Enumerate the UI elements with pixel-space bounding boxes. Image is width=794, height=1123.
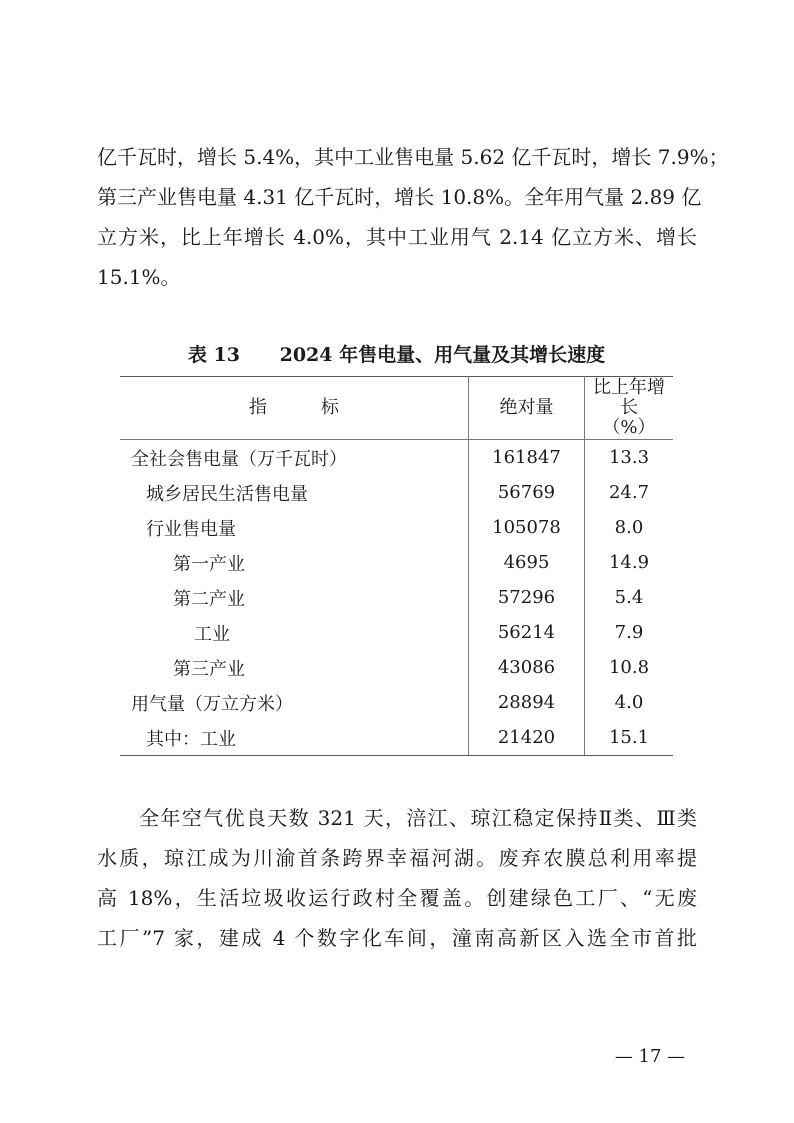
row-growth: 5.4 bbox=[614, 587, 644, 608]
row-name: 用气量（万立方米） bbox=[120, 685, 469, 720]
row-name: 全社会售电量（万千瓦时） bbox=[120, 440, 469, 476]
row-value: 43086 bbox=[469, 650, 585, 685]
text-line: 立方米，比上年增长 4.0%，其中工业用气 2.14 亿立方米、增长 bbox=[97, 225, 697, 249]
row-name: 工业 bbox=[120, 615, 469, 650]
header-indicator: 指 标 bbox=[120, 377, 469, 440]
row-name: 行业售电量 bbox=[120, 510, 469, 545]
row-growth: 10.8 bbox=[608, 657, 650, 678]
row-growth: 24.7 bbox=[608, 482, 650, 503]
table-row bbox=[120, 650, 673, 685]
row-name: 第三产业 bbox=[120, 650, 469, 685]
text-line: 水质，琼江成为川渝首条跨界幸福河湖。废弃农膜总利用率提 bbox=[97, 846, 697, 870]
row-growth: 4.0 bbox=[614, 692, 644, 713]
row-growth: 13.3 bbox=[608, 447, 650, 468]
table-row bbox=[120, 510, 673, 545]
table-row bbox=[120, 545, 673, 580]
row-growth: 14.9 bbox=[608, 552, 650, 573]
table-title: 表 13 2024 年售电量、用气量及其增长速度 bbox=[187, 344, 606, 366]
row-growth: 15.1 bbox=[585, 720, 674, 756]
header-absolute: 绝对量 bbox=[469, 377, 585, 440]
row-value: 56214 bbox=[469, 615, 585, 650]
paragraph-energy bbox=[97, 137, 729, 297]
row-value: 105078 bbox=[469, 510, 585, 545]
electricity-gas-table bbox=[120, 376, 673, 756]
row-value: 56769 bbox=[469, 475, 585, 510]
row-value: 161847 bbox=[469, 440, 585, 476]
table-row bbox=[120, 440, 673, 476]
row-name: 第一产业 bbox=[120, 545, 469, 580]
paragraph-environment bbox=[97, 798, 697, 958]
text-line: 高 18%，生活垃圾收运行政村全覆盖。创建绿色工厂、“无废 bbox=[97, 886, 697, 910]
row-value: 4695 bbox=[469, 545, 585, 580]
row-growth: 8.0 bbox=[614, 517, 644, 538]
header-growth: 比上年增长 （%） bbox=[585, 377, 674, 440]
row-name: 其中：工业 bbox=[120, 720, 469, 756]
text-line: 工厂”7 家，建成 4 个数字化车间，潼南高新区入选全市首批 bbox=[97, 926, 697, 950]
table-header-row bbox=[120, 377, 673, 440]
row-value: 21420 bbox=[469, 720, 585, 756]
row-name: 第二产业 bbox=[120, 580, 469, 615]
text-line: 全年空气优良天数 321 天，涪江、琼江稳定保持Ⅱ类、Ⅲ类 bbox=[139, 806, 697, 830]
row-value: 28894 bbox=[469, 685, 585, 720]
page-number: — 17 — bbox=[614, 1046, 686, 1067]
table-row bbox=[120, 615, 673, 650]
text-line: 亿千瓦时，增长 5.4%，其中工业售电量 5.62 亿千瓦时，增长 7.9%； bbox=[97, 145, 729, 169]
table-row bbox=[120, 685, 673, 720]
text-line: 15.1%。 bbox=[97, 265, 181, 289]
table-row bbox=[120, 475, 673, 510]
table-row bbox=[120, 720, 673, 756]
row-name: 城乡居民生活售电量 bbox=[120, 475, 469, 510]
text-line: 第三产业售电量 4.31 亿千瓦时，增长 10.8%。全年用气量 2.89 亿 bbox=[97, 185, 702, 209]
row-growth: 7.9 bbox=[614, 622, 644, 643]
row-value: 57296 bbox=[469, 580, 585, 615]
table-row bbox=[120, 580, 673, 615]
